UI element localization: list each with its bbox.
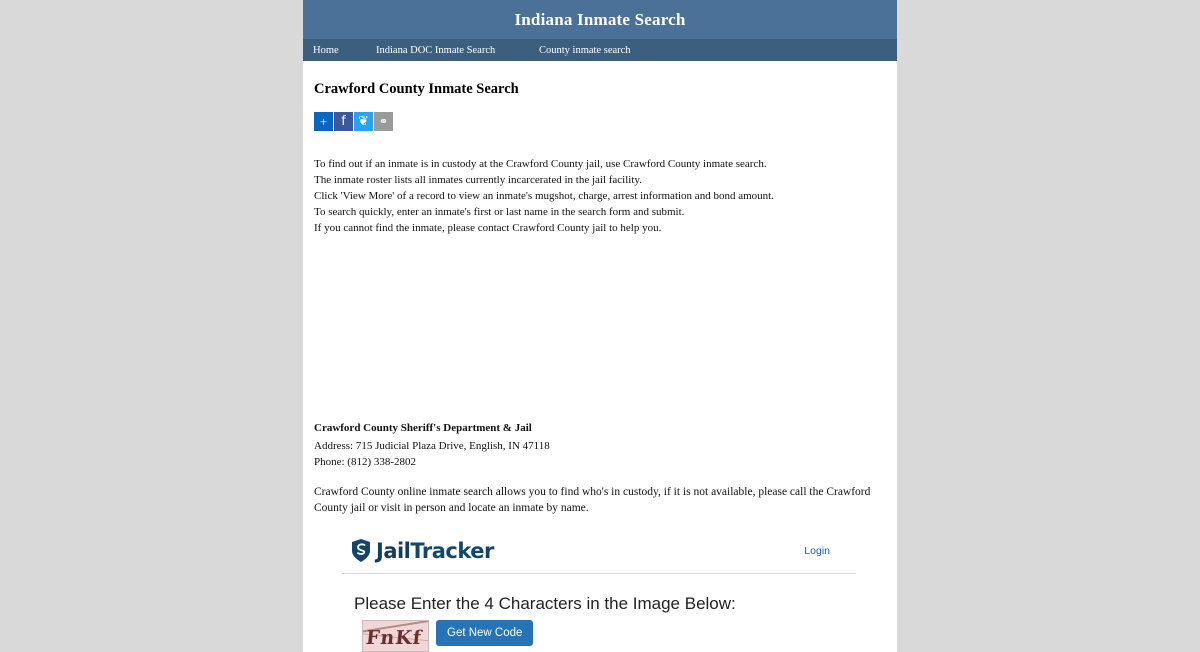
login-link[interactable]: Login — [804, 544, 830, 557]
intro-line: Click 'View More' of a record to view an inmate's mugshot, charge, arrest information and bond amount. — [314, 190, 774, 202]
captcha-row — [362, 620, 884, 652]
intro-line: If you cannot find the inmate, please contact Crawford County jail to help you. — [314, 222, 662, 234]
captcha-image-text: FnKf — [364, 626, 424, 649]
get-new-code-button[interactable]: Get New Code — [436, 620, 533, 646]
jailtracker-logo — [350, 538, 494, 563]
jailtracker-wordmark — [376, 539, 494, 563]
jailtracker-word-tracker: Tracker — [410, 538, 494, 563]
department-info — [314, 420, 884, 471]
jailtracker-bar — [342, 533, 856, 574]
page-title: Crawford County Inmate Search — [314, 81, 519, 97]
captcha-image — [362, 620, 429, 652]
nav-item-home[interactable]: Home — [313, 44, 339, 56]
shield-icon — [350, 538, 372, 563]
captcha-heading: Please Enter the 4 Characters in the Image Below: — [354, 593, 736, 613]
site-title: Indiana Inmate Search — [514, 9, 686, 29]
main-content — [303, 61, 897, 652]
intro-line: The inmate roster lists all inmates currently incarcerated in the jail facility. — [314, 174, 642, 186]
nav-item-county-inmate-search[interactable]: County inmate search — [539, 44, 631, 56]
summary-text: Crawford County online inmate search allows you to find who's in custody, if it is not available, please call the Crawford County jail or visit in person and locate an inmate by name. — [314, 485, 871, 514]
share-buttons — [314, 112, 884, 131]
department-name: Crawford County Sheriff's Department & Jail — [314, 422, 532, 434]
intro-text — [314, 157, 884, 237]
intro-line: To search quickly, enter an inmate's first or last name in the search form and submit. — [314, 206, 685, 218]
nav-item-indiana-doc-inmate-search[interactable]: Indiana DOC Inmate Search — [376, 44, 496, 56]
main-navigation — [303, 39, 897, 61]
addthis-share-icon[interactable]: + — [314, 112, 333, 131]
facebook-share-icon[interactable]: f — [334, 112, 353, 131]
department-address: Address: 715 Judicial Plaza Drive, English, IN 47118 — [314, 439, 550, 452]
intro-line: To find out if an inmate is in custody at the Crawford County jail, use Crawford County inmate search. — [314, 158, 767, 170]
twitter-share-icon[interactable]: ❦ — [354, 112, 373, 131]
site-header — [303, 0, 897, 39]
page-container — [303, 0, 897, 652]
ad-placeholder — [314, 237, 884, 420]
copy-link-share-icon[interactable]: ⚭ — [374, 112, 393, 131]
jailtracker-word-jail: Jail — [376, 538, 411, 563]
department-phone: Phone: (812) 338-2802 — [314, 456, 417, 468]
